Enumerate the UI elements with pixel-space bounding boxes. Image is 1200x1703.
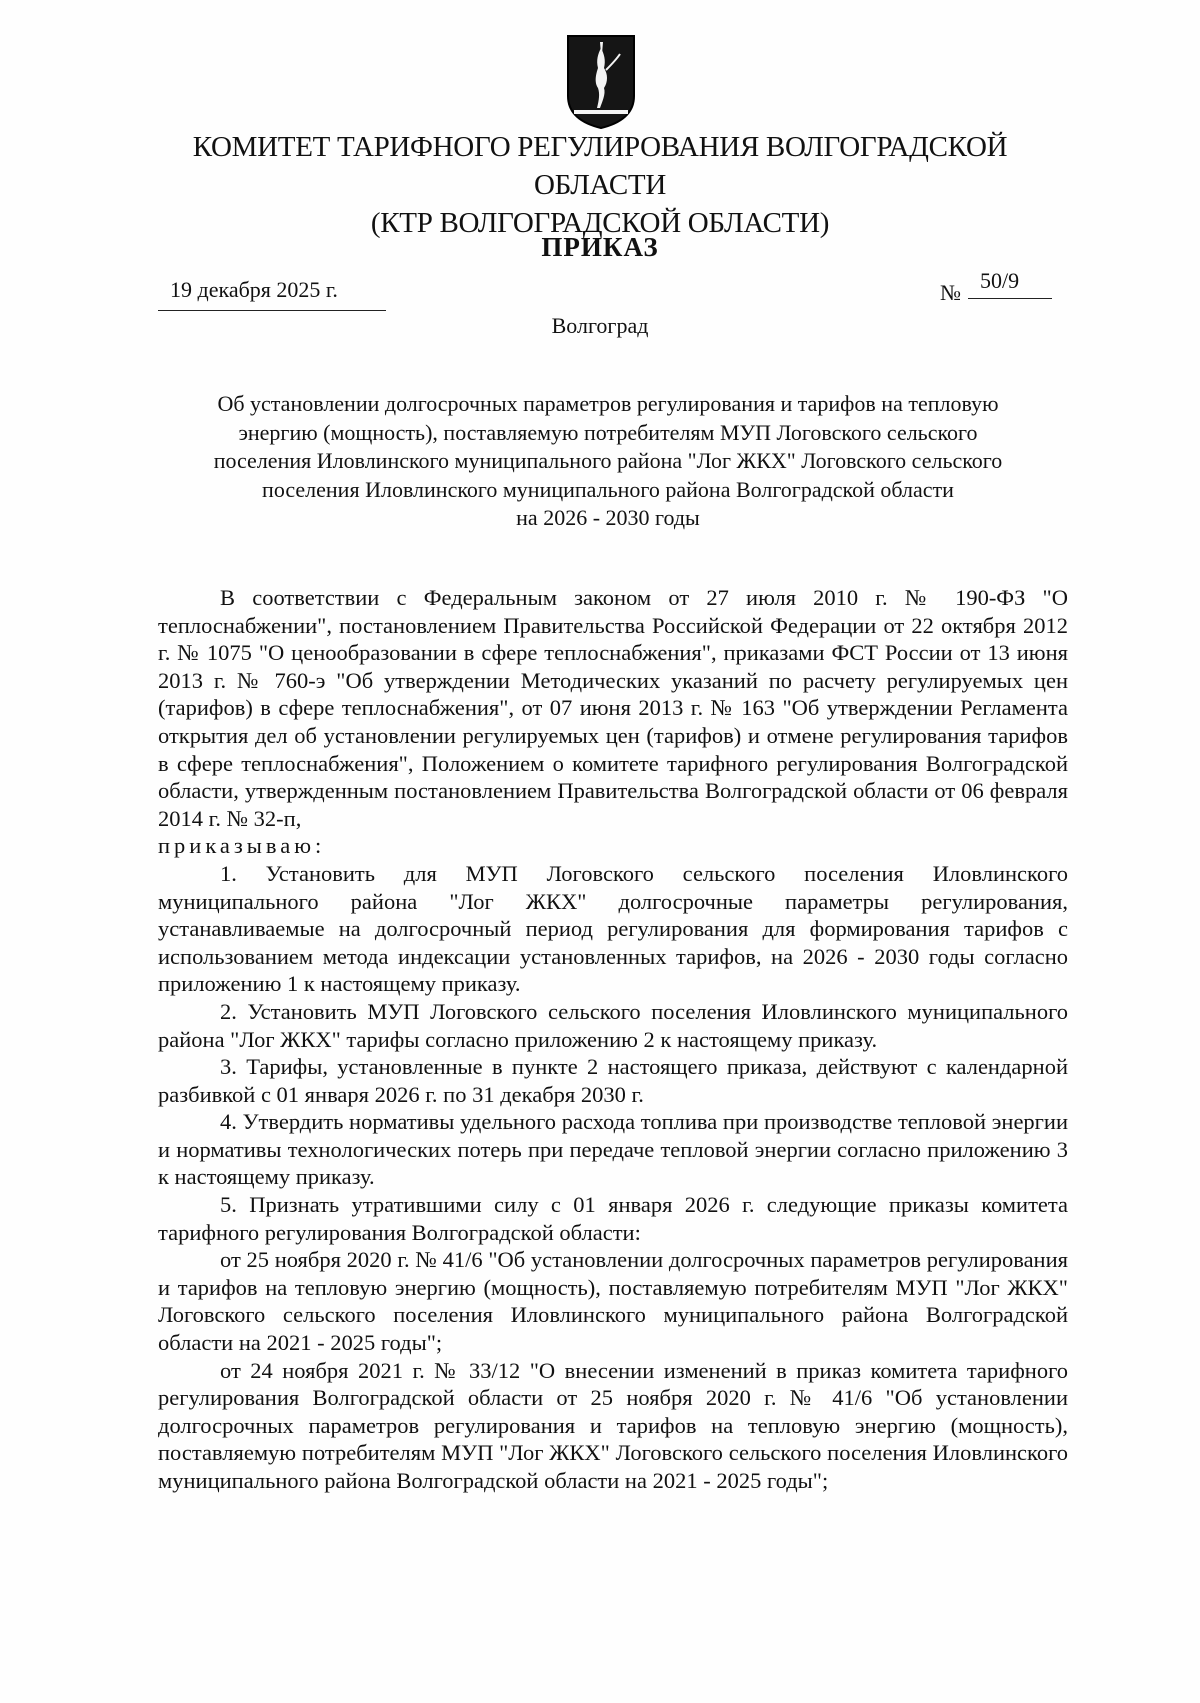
order-word: приказываю:: [158, 833, 326, 859]
document-body: [158, 584, 1068, 1495]
repealed-order-1: от 25 ноября 2020 г. № 41/6 "Об установлении долгосрочных параметров регулирования и тарифов на тепловую энергию (мощность), поставляемую потребителям МУП "Лог ЖКХ" Логовского сельского поселения Иловлинского муниципального района Волгоградской области на 2021 - 2025 годы";: [158, 1247, 1068, 1356]
order-item-1: 1. Установить для МУП Логовского сельского поселения Иловлинского муниципального района "Лог ЖКХ" долгосрочные параметры регулирования, устанавливаемые на долгосрочный период регулирования для формирования тарифов с использованием метода индексации установленных тарифов, на 2026 - 2030 годы согласно приложению 1 к настоящему приказу.: [158, 860, 1068, 997]
organization-line-2: (КТР ВОЛГОГРАДСКОЙ ОБЛАСТИ): [370, 207, 830, 239]
date-underline: [158, 310, 386, 311]
subject-line: поселения Иловлинского муниципального района Волгоградской области: [262, 476, 954, 502]
organization-name: [140, 128, 1060, 242]
subject-line: энергию (мощность), поставляемую потребителям МУП Логовского сельского: [238, 419, 978, 445]
document-number: 50/9: [980, 268, 1020, 293]
subject-line: поселения Иловлинского муниципального района "Лог ЖКХ" Логовского сельского: [213, 448, 1003, 473]
order-item-2: 2. Установить МУП Логовского сельского поселения Иловлинского муниципального района "Лог ЖКХ" тарифы согласно приложению 2 к настоящему приказу.: [158, 998, 1068, 1052]
repealed-order-2: от 24 ноября 2021 г. № 33/12 "О внесении изменений в приказ комитета тарифного регулирования Волгоградской области от 25 ноября 2020 г. № 41/6 "Об установлении долгосрочных параметров регулирования и тарифов на тепловую энергию (мощность), поставляемую потребителям МУП "Лог ЖКХ" Логовского сельского поселения Иловлинского муниципального района Волгоградской области на 2021 - 2025 годы";: [158, 1357, 1068, 1493]
preamble-paragraph: В соответствии с Федеральным законом от 27 июля 2010 г. № 190-ФЗ "О теплоснабжении", постановлением Правительства Российской Федерации от 22 октября 2012 г. № 1075 "О ценообразовании в сфере теплоснабжения", приказами ФСТ России от 13 июня 2013 г. № 760-э "Об утверждении Методических указаний по расчету регулируемых цен (тарифов) в сфере теплоснабжения", от 07 июня 2013 г. № 163 "Об утверждении Регламента открытия дел об установлении регулируемых цен (тарифов) и отмене регулирования тарифов в сфере теплоснабжения", Положением о комитете тарифного регулирования Волгоградской области, утвержденным постановлением Правительства Волгоградской области от 06 февраля 2014 г. № 32-п,: [158, 585, 1068, 831]
order-item-3: 3. Тарифы, установленные в пункте 2 настоящего приказа, действуют с календарной разбивкой с 01 января 2026 г. по 31 декабря 2030 г.: [158, 1054, 1068, 1107]
coat-of-arms-icon: [566, 34, 636, 130]
number-underline: [968, 298, 1052, 299]
number-label: №: [940, 280, 961, 305]
order-item-4: 4. Утвердить нормативы удельного расхода топлива при производстве тепловой энергии и нормативы технологических потерь при передаче тепловой энергии согласно приложению 3 к настоящему приказу.: [158, 1109, 1068, 1190]
document-type: ПРИКАЗ: [541, 232, 659, 262]
document-city: Волгоград: [551, 313, 649, 338]
document-subject: [168, 390, 1048, 533]
organization-line-1: КОМИТЕТ ТАРИФНОГО РЕГУЛИРОВАНИЯ ВОЛГОГРАДСКОЙ ОБЛАСТИ: [192, 131, 1008, 201]
order-item-5: 5. Признать утратившими силу с 01 января 2026 г. следующие приказы комитета тарифного регулирования Волгоградской области:: [158, 1192, 1068, 1245]
subject-line: Об установлении долгосрочных параметров регулирования и тарифов на тепловую: [217, 391, 999, 416]
subject-line: на 2026 - 2030 годы: [516, 505, 700, 530]
document-date: 19 декабря 2025 г.: [170, 277, 338, 302]
